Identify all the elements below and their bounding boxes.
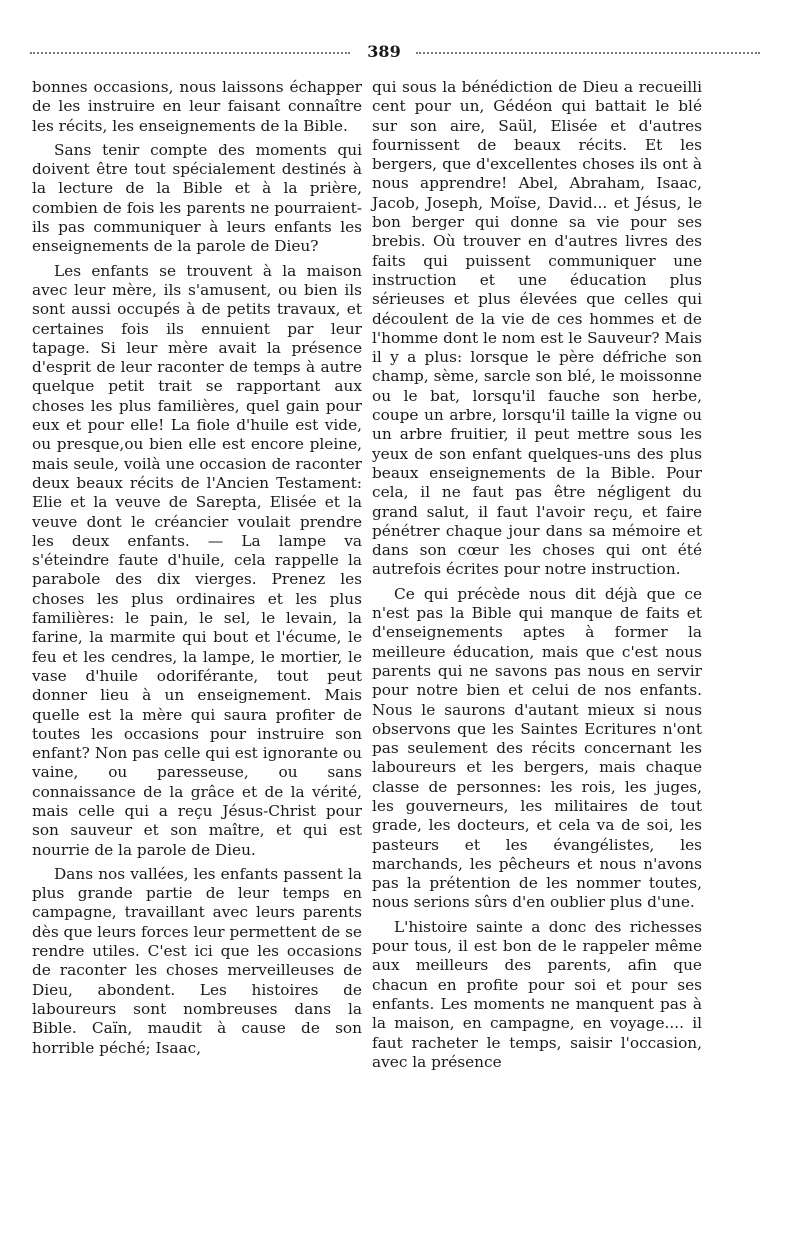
paragraph: Dans nos vallées, les enfants passent la plus grande partie de leur temps en campagne, travaillant avec leurs parents dès que leurs forces leur permettent de se rendre utiles. C'est ici que les occasions de raconter les choses merveilleuses de Dieu, abondent. Les histoires de laboureurs sont nombreuses dans la Bible. Caïn, maudit à cause de son horrible péché; Isaac,: [32, 864, 362, 1057]
page-header: [30, 40, 760, 64]
paragraph: L'histoire sainte a donc des richesses pour tous, il est bon de le rappeler même aux meilleurs des parents, afin que chacun en profite pour soi et pour ses enfants. Les moments ne manquent pas à la maison, en campagne, en voyage.... il faut racheter le temps, saisir l'occasion, avec la présence: [372, 917, 702, 1071]
header-rule-right: [416, 52, 760, 54]
left-column: [32, 78, 362, 1058]
page-number: 389: [367, 42, 401, 61]
right-column: [372, 78, 702, 1072]
paragraph: Ce qui précède nous dit déjà que ce n'est pas la Bible qui manque de faits et d'enseignements aptes à former la meilleure éducation, mais que c'est nous parents qui ne savons pas nous en servir pour notre bien et celui de nos enfants. Nous le saurons d'autant mieux si nous observons que les Saintes Ecritures n'ont pas seulement des récits concernant les laboureurs et les bergers, mais chaque classe de personnes: les rois, les juges, les gouverneurs, les militaires de tout grade, les docteurs, et cela va de soi, les pasteurs et les évangélistes, les marchands, les pêcheurs et nous n'avons pas la prétention de les nommer toutes, nous serions sûrs d'en oublier plus d'une.: [372, 584, 702, 912]
paragraph: Sans tenir compte des moments qui doivent être tout spécialement destinés à la lecture de la Bible et à la prière, combien de fois les parents ne pourraient-ils pas communiquer à leurs enfants les enseignements de la parole de Dieu?: [32, 140, 362, 256]
paragraph: qui sous la bénédiction de Dieu a recueilli cent pour un, Gédéon qui battait le blé sur son aire, Saül, Elisée et d'autres fournissent de beaux récits. Et les bergers, que d'excellentes choses ils ont à nous apprendre! Abel, Abraham, Isaac, Jacob, Joseph, Moïse, David... et Jésus, le bon berger qui donne sa vie pour ses brebis. Où trouver en d'autres livres des faits qui puissent communiquer une instruction et une éducation plus sérieuses et plus élevées que celles qui découlent de la vie de ces hommes et de l'homme dont le nom est le Sauveur? Mais il y a plus: lorsque le père défriche son champ, sème, sarcle son blé, le moissonne ou le bat, lorsqu'il fauche son herbe, coupe un arbre, lorsqu'il taille la vigne ou un arbre fruitier, il peut mettre sous les yeux de son enfant quelques-uns des plus beaux enseignements de la Bible. Pour cela, il ne faut pas être négligent du grand salut, il faut l'avoir reçu, et faire pénétrer chaque jour dans sa mémoire et dans son cœur les choses qui ont été autrefois écrites pour notre instruction.: [372, 78, 702, 579]
paragraph: Les enfants se trouvent à la maison avec leur mère, ils s'amusent, ou bien ils sont aussi occupés à de petits travaux, et certaines fois ils ennuient par leur tapage. Si leur mère avait la présence d'esprit de leur raconter de temps à autre quelque petit trait se rapportant aux choses les plus familières, quel gain pour eux et pour elle! La fiole d'huile est vide, ou presque,ou bien elle est encore pleine, mais seule, voilà une occasion de raconter deux beaux récits de l'Ancien Testament: Elie et la veuve de Sarepta, Elisée et la veuve dont le créancier voulait prendre les deux enfants. — La lampe va s'éteindre faute d'huile, cela rappelle la parabole des dix vierges. Prenez les choses les plus ordinaires et les plus familières: le pain, le sel, le levain, la farine, la marmite qui bout et l'écume, le feu et les cendres, la lampe, le mortier, le vase d'huile odoriférante, tout peut donner lieu à un enseignement. Mais quelle est la mère qui saura profiter de toutes les occasions pour instruire son enfant? Non pas celle qui est ignorante ou vaine, ou paresseuse, ou sans connaissance de la grâce et de la vérité, mais celle qui a reçu Jésus-Christ pour son sauveur et son maître, et qui est nourrie de la parole de Dieu.: [32, 261, 362, 859]
header-rule-left: [30, 52, 350, 54]
paragraph: bonnes occasions, nous laissons échapper de les instruire en leur faisant connaître les récits, les enseignements de la Bible.: [32, 78, 362, 135]
